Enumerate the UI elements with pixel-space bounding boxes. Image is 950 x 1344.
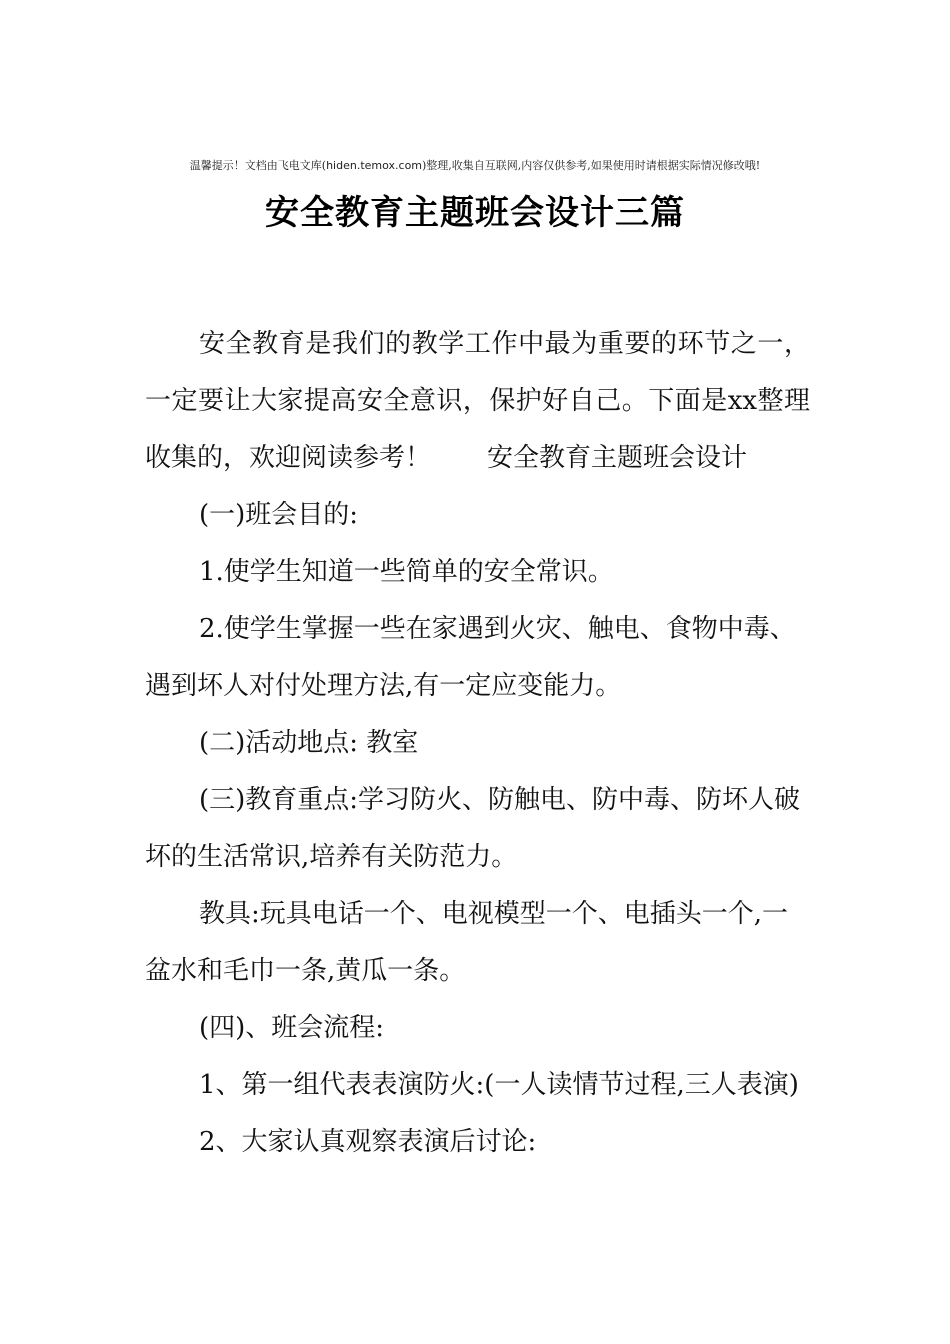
notice-source-site: hiden.temox.com [326,159,423,172]
section-purpose-heading: (一)班会目的: [199,500,359,530]
document-body [145,316,810,1171]
section-process-heading: (四)、班会流程: [199,1013,385,1043]
document-title: 安全教育主题班会设计三篇 [265,193,685,233]
purpose-item-2: 2.使学生掌握一些在家遇到火灾、触电、食物中毒、遇到坏人对付处理方法,有一定应变能力。 [145,614,796,701]
notice-text-prefix: 温馨提示！文档由飞电文库( [189,159,327,172]
intro-text: 安全教育是我们的教学工作中最为重要的环节之一，一定要让大家提高安全意识，保护好自己。下面是xx整理收集的，欢迎阅读参考！ [145,329,810,473]
process-step-1: 1、第一组代表表演防火:(一人读情节过程,三人表演) [199,1070,799,1100]
notice-text-suffix: )整理,收集自互联网,内容仅供参考,如果使用时请根据实际情况修改哦! [422,159,761,172]
section-focus: (三)教育重点:学习防火、防触电、防中毒、防坏人破坏的生活常识,培养有关防范力。 [145,785,801,872]
intro-paragraph [145,316,810,487]
purpose-item-1: 1.使学生知道一些简单的安全常识。 [199,557,614,587]
intro-subheading: 安全教育主题班会设计 [487,443,748,473]
section-location: (二)活动地点: 教室 [199,728,419,758]
process-step-2: 2、大家认真观察表演后讨论: [199,1127,537,1157]
teaching-aids: 教具:玩具电话一个、电视模型一个、电插头一个,一盆水和毛巾一条,黄瓜一条。 [145,899,789,986]
document-notice [0,158,950,174]
